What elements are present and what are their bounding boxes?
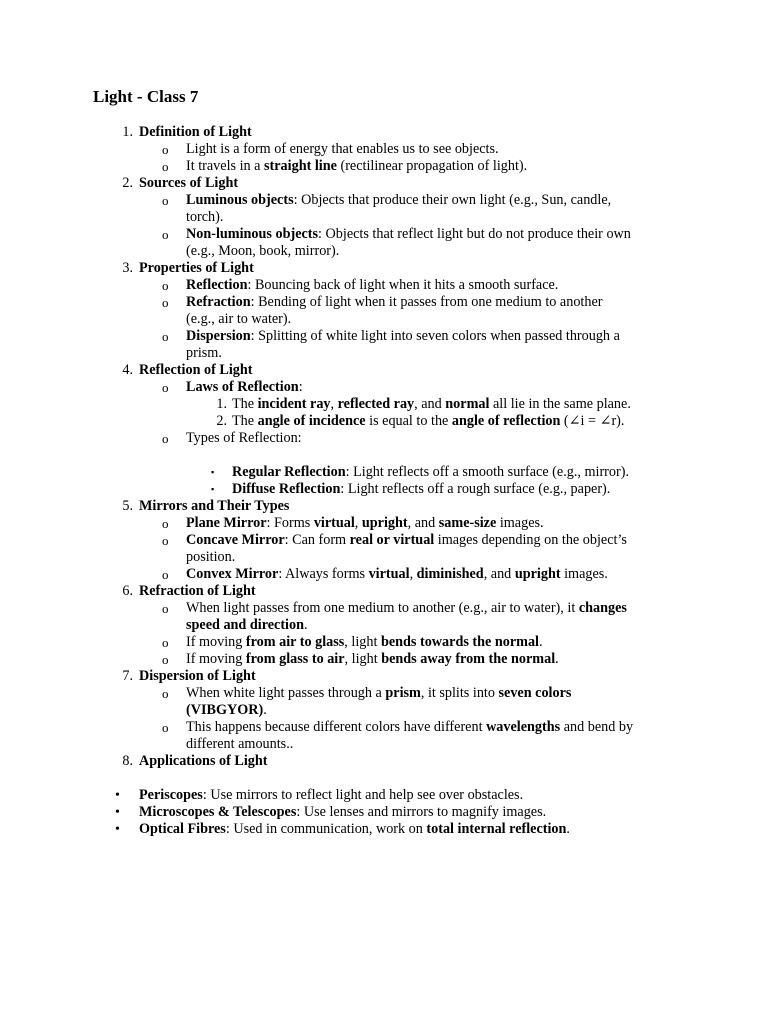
section-number: 8. bbox=[122, 753, 133, 769]
section-heading: Properties of Light bbox=[139, 260, 254, 276]
circle-bullet: o bbox=[162, 227, 169, 242]
list-item: Non-luminous objects: Objects that reflect light but do not produce their own bbox=[186, 226, 631, 242]
sub-list-item: The angle of incidence is equal to the angle of reflection (∠i = ∠r). bbox=[232, 413, 625, 429]
document-title: Light - Class 7 bbox=[93, 87, 199, 106]
bullet: • bbox=[115, 822, 120, 837]
circle-bullet: o bbox=[162, 635, 169, 650]
list-item: Dispersion: Splitting of white light into seven colors when passed through a bbox=[186, 328, 620, 344]
list-item: Laws of Reflection: bbox=[186, 379, 303, 395]
sub-list-item: Regular Reflection: Light reflects off a smooth surface (e.g., mirror). bbox=[232, 464, 629, 480]
list-item: When light passes from one medium to another (e.g., air to water), it changes bbox=[186, 600, 627, 616]
list-item: different amounts.. bbox=[186, 736, 294, 752]
circle-bullet: o bbox=[162, 159, 169, 174]
sub-item-number: 2. bbox=[216, 413, 227, 429]
circle-bullet: o bbox=[162, 142, 169, 157]
application-item: Optical Fibres: Used in communication, work on total internal reflection. bbox=[139, 821, 570, 837]
list-item: Concave Mirror: Can form real or virtual images depending on the object’s bbox=[186, 532, 627, 548]
section-number: 1. bbox=[122, 124, 133, 140]
list-item: Convex Mirror: Always forms virtual, diminished, and upright images. bbox=[186, 566, 608, 582]
square-bullet: ▪ bbox=[211, 467, 215, 477]
square-bullet: ▪ bbox=[211, 484, 215, 494]
list-item: speed and direction. bbox=[186, 617, 308, 633]
list-item: When white light passes through a prism, it splits into seven colors bbox=[186, 685, 572, 701]
section-number: 5. bbox=[122, 498, 133, 514]
section-number: 2. bbox=[122, 175, 133, 191]
section-heading: Sources of Light bbox=[139, 175, 239, 191]
section-number: 6. bbox=[122, 583, 133, 599]
section-heading: Mirrors and Their Types bbox=[139, 498, 290, 514]
list-item: Plane Mirror: Forms virtual, upright, and same-size images. bbox=[186, 515, 544, 531]
circle-bullet: o bbox=[162, 686, 169, 701]
list-item: Luminous objects: Objects that produce their own light (e.g., Sun, candle, bbox=[186, 192, 612, 208]
list-item: It travels in a straight line (rectilinear propagation of light). bbox=[186, 158, 528, 174]
sub-item-number: 1. bbox=[216, 396, 227, 412]
section-number: 4. bbox=[122, 362, 133, 378]
circle-bullet: o bbox=[162, 380, 169, 395]
bullet: • bbox=[115, 788, 120, 803]
list-item: (e.g., Moon, book, mirror). bbox=[186, 243, 340, 259]
section-number: 7. bbox=[122, 668, 133, 684]
section-heading: Reflection of Light bbox=[139, 362, 253, 378]
list-item: (VIBGYOR). bbox=[186, 702, 267, 718]
circle-bullet: o bbox=[162, 193, 169, 208]
section-heading: Refraction of Light bbox=[139, 583, 256, 599]
section-heading: Definition of Light bbox=[139, 124, 252, 140]
section-number: 3. bbox=[122, 260, 133, 276]
bullet: • bbox=[115, 805, 120, 820]
circle-bullet: o bbox=[162, 516, 169, 531]
list-item: (e.g., air to water). bbox=[186, 311, 292, 327]
circle-bullet: o bbox=[162, 431, 169, 446]
circle-bullet: o bbox=[162, 720, 169, 735]
sub-list-item: The incident ray, reflected ray, and normal all lie in the same plane. bbox=[232, 396, 631, 412]
circle-bullet: o bbox=[162, 533, 169, 548]
circle-bullet: o bbox=[162, 278, 169, 293]
list-item: Refraction: Bending of light when it passes from one medium to another bbox=[186, 294, 603, 310]
list-item: If moving from glass to air, light bends away from the normal. bbox=[186, 651, 559, 667]
circle-bullet: o bbox=[162, 652, 169, 667]
section-heading: Dispersion of Light bbox=[139, 668, 256, 684]
circle-bullet: o bbox=[162, 295, 169, 310]
list-item: Light is a form of energy that enables us to see objects. bbox=[186, 141, 499, 157]
list-item: torch). bbox=[186, 209, 224, 225]
list-item: If moving from air to glass, light bends towards the normal. bbox=[186, 634, 543, 650]
application-item: Microscopes & Telescopes: Use lenses and mirrors to magnify images. bbox=[139, 804, 547, 820]
list-item: This happens because different colors have different wavelengths and bend by bbox=[186, 719, 634, 735]
circle-bullet: o bbox=[162, 601, 169, 616]
section-heading: Applications of Light bbox=[139, 753, 268, 769]
circle-bullet: o bbox=[162, 329, 169, 344]
application-item: Periscopes: Use mirrors to reflect light and help see over obstacles. bbox=[139, 787, 524, 803]
circle-bullet: o bbox=[162, 567, 169, 582]
list-item: position. bbox=[186, 549, 236, 565]
list-item: Types of Reflection: bbox=[186, 430, 302, 446]
list-item: Reflection: Bouncing back of light when it hits a smooth surface. bbox=[186, 277, 559, 293]
sub-list-item: Diffuse Reflection: Light reflects off a rough surface (e.g., paper). bbox=[232, 481, 611, 497]
list-item: prism. bbox=[186, 345, 222, 361]
